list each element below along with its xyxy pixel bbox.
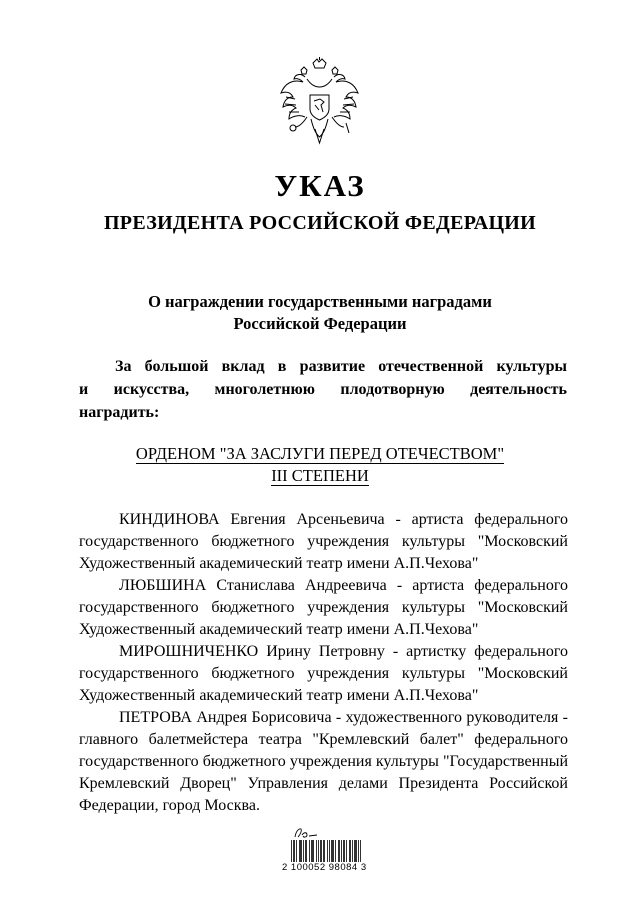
coat-of-arms-icon <box>277 57 362 151</box>
awardee-line: Кремлевский Дворец" Управления делами Президента Российской <box>79 775 568 792</box>
preamble-line: и искусства, многолетнюю плодотворную деятельность <box>79 381 567 398</box>
awardee-line: Художественный академический театр имени А.П.Чехова" <box>79 687 479 704</box>
preamble-paragraph <box>79 355 567 424</box>
awardee-line: ЛЮБШИНА Станислава Андреевича - артиста федерального <box>119 577 568 594</box>
awardee-item <box>79 509 568 575</box>
heading-line: Российской Федерации <box>233 314 407 333</box>
awardee-line: Художественный академический театр имени А.П.Чехова" <box>79 621 479 638</box>
initials-mark-icon <box>292 826 320 840</box>
order-line: III СТЕПЕНИ <box>271 466 369 485</box>
awardee-line: государственного бюджетного учреждения культуры "Московский <box>79 533 568 550</box>
order-title <box>0 443 640 487</box>
awardee-line: государственного бюджетного учреждения культуры "Московский <box>79 599 568 616</box>
awardee-item <box>79 707 568 817</box>
decree-title: УКАЗ <box>274 168 366 203</box>
awardee-line: КИНДИНОВА Евгения Арсеньевича - артиста федерального <box>119 511 568 528</box>
awardee-line: Федерации, город Москва. <box>79 797 260 814</box>
awardee-list <box>79 509 568 817</box>
awardee-line: главного балетмейстера театра "Кремлевский балет" федерального <box>79 731 568 748</box>
awardee-line: государственного бюджетного учреждения культуры "Государственный <box>79 753 568 770</box>
awardee-item <box>79 575 568 641</box>
barcode-icon <box>290 840 362 862</box>
preamble-line: наградить: <box>79 404 160 421</box>
awardee-line: МИРОШНИЧЕНКО Ирину Петровну - артистку федерального <box>119 643 568 660</box>
barcode-number: 2 100052 98084 3 <box>282 862 367 873</box>
awardee-line: ПЕТРОВА Андрея Борисовича - художественного руководителя - <box>119 709 568 726</box>
order-line: ОРДЕНОМ "ЗА ЗАСЛУГИ ПЕРЕД ОТЕЧЕСТВОМ" <box>135 444 505 463</box>
decree-subtitle: ПРЕЗИДЕНТА РОССИЙСКОЙ ФЕДЕРАЦИИ <box>103 212 537 234</box>
preamble-line: За большой вклад в развитие отечественной культуры <box>115 358 567 375</box>
heading-line: О награждении государственными наградами <box>148 292 492 311</box>
awardee-line: Художественный академический театр имени А.П.Чехова" <box>79 555 479 572</box>
awardee-line: государственного бюджетного учреждения культуры "Московский <box>79 665 568 682</box>
decree-heading <box>0 291 640 335</box>
awardee-item <box>79 641 568 707</box>
